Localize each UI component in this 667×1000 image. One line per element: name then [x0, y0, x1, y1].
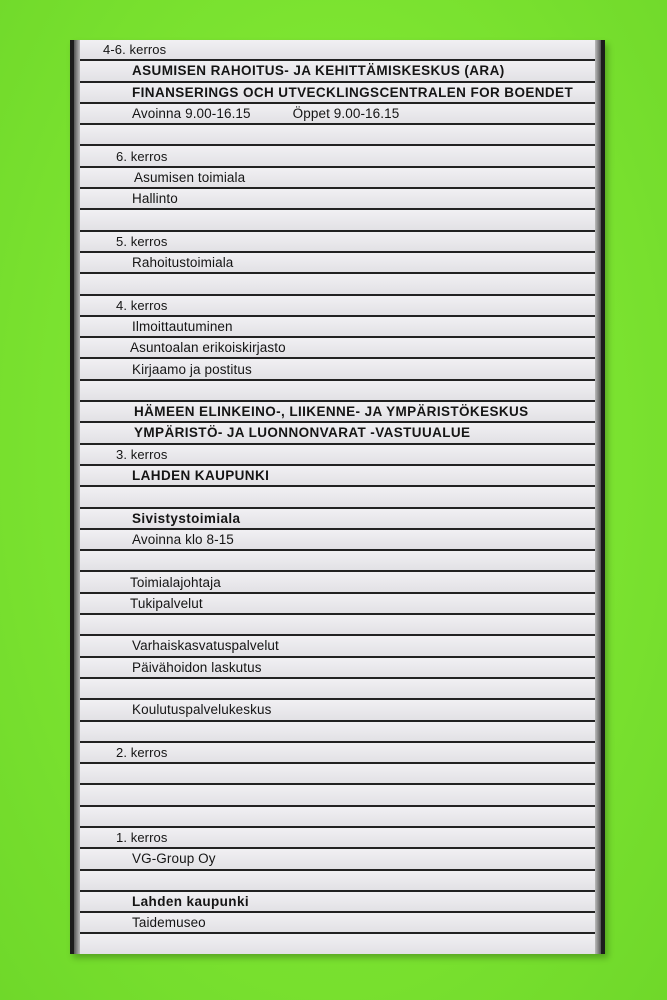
sign-strip [80, 146, 595, 167]
strip-text: Avoinna 9.00-16.15 [132, 106, 251, 122]
blank-strip [80, 871, 595, 892]
organization-heading: Sivistystoimiala [132, 510, 241, 526]
sign-strip [80, 743, 595, 764]
sign-strip [80, 40, 595, 61]
blank-strip [80, 807, 595, 828]
organization-heading: YMPÄRISTÖ- JA LUONNONVARAT -VASTUUALUE [134, 425, 471, 441]
sign-strip [80, 466, 595, 487]
opening-hours-swedish: Öppet 9.00-16.15 [292, 106, 400, 122]
strip-text: Asumisen toimiala [134, 169, 246, 185]
blank-strip [80, 615, 595, 636]
strip-text: Rahoitustoimiala [132, 255, 234, 271]
blank-strip [80, 785, 595, 806]
sign-strip [80, 572, 595, 593]
blank-strip [80, 934, 595, 953]
organization-heading: Lahden kaupunki [132, 894, 250, 910]
floor-label: 4. kerros [116, 297, 168, 313]
strip-text: Taidemuseo [132, 915, 206, 931]
blank-strip [80, 381, 595, 402]
sign-strip [80, 296, 595, 317]
sign-strip [80, 83, 595, 104]
blank-strip [80, 210, 595, 231]
sign-strip [80, 445, 595, 466]
organization-heading: ASUMISEN RAHOITUS- JA KEHITTÄMISKESKUS (ARA) [132, 63, 505, 79]
sign-strip [80, 61, 595, 82]
sign-strip [80, 913, 595, 934]
sign-strip [80, 338, 595, 359]
blank-strip [80, 125, 595, 146]
sign-strip [80, 636, 595, 657]
sign-strip [80, 849, 595, 870]
strip-text: Asuntoalan erikoiskirjasto [130, 340, 286, 356]
sign-strip [80, 658, 595, 679]
sign-strip [80, 530, 595, 551]
floor-label: 6. kerros [116, 148, 168, 164]
blank-strip [80, 551, 595, 572]
strip-text: Toimialajohtaja [130, 574, 221, 590]
blank-strip [80, 274, 595, 295]
blank-strip [80, 487, 595, 508]
directory-sign [70, 40, 605, 954]
strip-text: Avoinna klo 8-15 [132, 531, 234, 547]
blank-strip [80, 722, 595, 743]
sign-strip [80, 168, 595, 189]
floor-label: 2. kerros [116, 744, 168, 760]
sign-strip [80, 892, 595, 913]
sign-strip [80, 104, 595, 125]
sign-strip [80, 402, 595, 423]
sign-strip [80, 828, 595, 849]
floor-label: 4-6. kerros [103, 42, 167, 58]
sign-strip [80, 253, 595, 274]
strip-text: Ilmoittautuminen [132, 319, 233, 334]
organization-heading: FINANSERINGS OCH UTVECKLINGSCENTRALEN FOR BOENDET [132, 84, 574, 100]
strip-text: Varhaiskasvatuspalvelut [132, 638, 279, 654]
organization-heading: HÄMEEN ELINKEINO-, LIIKENNE- JA YMPÄRISTÖKESKUS [134, 404, 529, 420]
sign-strip [80, 317, 595, 338]
sign-strip [80, 232, 595, 253]
blank-strip [80, 679, 595, 700]
sign-rows [80, 40, 595, 954]
organization-heading: LAHDEN KAUPUNKI [132, 468, 270, 484]
strip-text: Päivähoidon laskutus [132, 659, 262, 675]
sign-strip [80, 359, 595, 380]
strip-text: VG-Group Oy [132, 851, 216, 867]
strip-text: Koulutuspalvelukeskus [132, 702, 272, 718]
sign-strip [80, 423, 595, 444]
blank-strip [80, 764, 595, 785]
sign-strip [80, 509, 595, 530]
floor-label: 1. kerros [116, 830, 168, 846]
strip-text: Hallinto [132, 191, 178, 207]
sign-strip [80, 189, 595, 210]
floor-label: 3. kerros [116, 446, 168, 462]
strip-text: Kirjaamo ja postitus [132, 361, 252, 377]
strip-text: Tukipalvelut [130, 595, 203, 611]
sign-strip [80, 594, 595, 615]
sign-strip [80, 700, 595, 721]
floor-label: 5. kerros [116, 233, 168, 249]
